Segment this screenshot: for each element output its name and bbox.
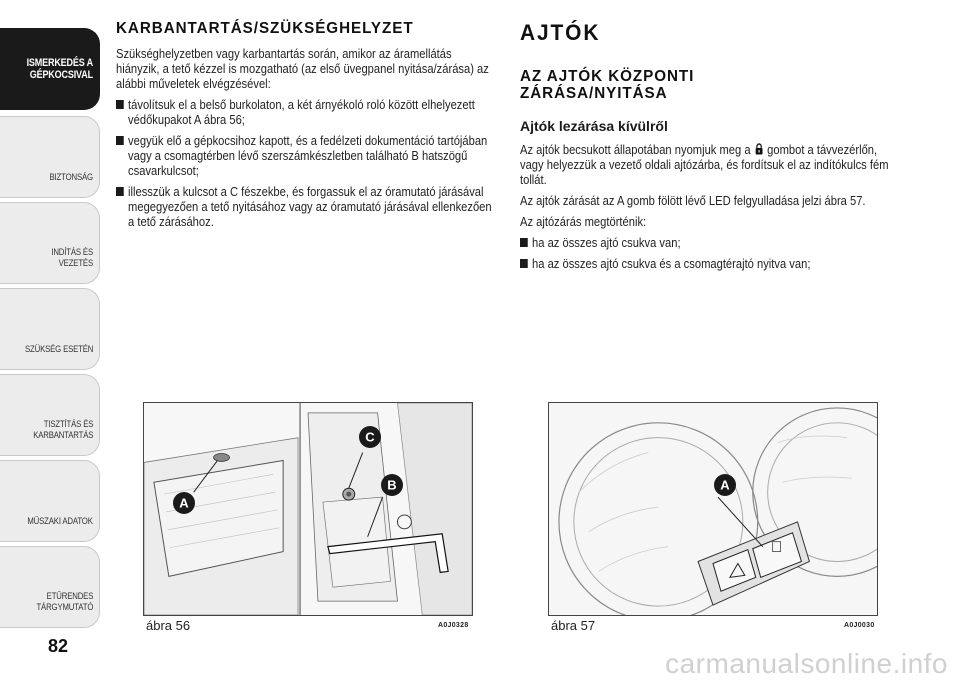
intro-paragraph: Szükséghelyzetben vagy karbantartás során, amikor az áramellátás hiányzik, a tető kézzel is mozgatható (az első üvegpanel nyitása/zárása) az alábbi műveletek elvégzésével: — [116, 46, 489, 91]
paragraph-lock: Az ajtók becsukott állapotában nyomjuk meg a gombot a távvezérlőn, vagy helyezzük a vezető oldali ajtózárba, és fordítsuk el az indítókulcs fém tollát. — [520, 142, 889, 187]
list-item: ha az összes ajtó csukva van; — [520, 235, 899, 250]
bullet-square-icon — [520, 259, 528, 268]
bullet-square-icon — [116, 100, 124, 109]
section-doors — [520, 20, 900, 277]
bullet-square-icon — [116, 187, 124, 196]
svg-text:A: A — [179, 495, 189, 511]
figure-57-remote-key — [548, 402, 878, 616]
page-number: 82 — [48, 636, 69, 656]
figure-57-code: A0J0030 — [844, 622, 875, 629]
figure-56-caption: ábra 56 — [146, 618, 191, 633]
tab-tisztitas[interactable]: TISZTÍTÁS ÉS KARBANTARTÁS — [0, 374, 100, 456]
tab-ismerkedes[interactable]: ISMERKEDÉS A GÉPKOCSIVAL — [0, 28, 100, 110]
bullet-square-icon — [520, 238, 528, 247]
paragraph-led: Az ajtók zárását az A gomb fölött lévő LED felgyulladása jelzi ábra 57. — [520, 193, 866, 208]
svg-text:B: B — [387, 477, 397, 493]
callout-a — [172, 491, 196, 515]
callout-b — [380, 473, 404, 497]
callout-c — [358, 425, 382, 449]
svg-text:A: A — [720, 477, 730, 493]
tab-biztonsag[interactable]: BIZTONSÁG — [0, 116, 100, 198]
figure-56-code: A0J0328 — [438, 622, 469, 629]
tab-targymutato[interactable]: ETŰRENDES TÁRGYMUTATÓ — [0, 546, 100, 628]
list-item: távolítsuk el a belső burkolaton, a két árnyékoló roló között elhelyezett védőkupakot A ábra 56; — [116, 97, 495, 127]
tab-muszaki[interactable]: MŰSZAKI ADATOK — [0, 460, 100, 542]
tab-szukseg[interactable]: SZÜKSÉG ESETÉN — [0, 288, 100, 370]
chapter-heading: AJTÓK — [520, 20, 601, 45]
section-heading: KARBANTARTÁS/SZÜKSÉGHELYZET — [116, 20, 414, 37]
list-item: illesszük a kulcsot a C fészekbe, és forgassuk el az óramutató járásával megegyezően a tető nyitásához vagy az óramutató járásával ellenkezően a tető zárásához. — [116, 184, 495, 229]
figure-57-caption: ábra 57 — [551, 618, 596, 633]
watermark: carmanualsonline.info — [665, 648, 948, 679]
padlock-icon — [755, 143, 764, 155]
bullet-square-icon — [116, 136, 124, 145]
tab-inditas[interactable]: INDÍTÁS ÉS VEZETÉS — [0, 202, 100, 284]
figure-56-sunroof — [143, 402, 473, 616]
section-title: Ajtók lezárása kívülről — [520, 118, 668, 134]
paragraph-conditions: Az ajtózárás megtörténik: — [520, 214, 647, 229]
list-item: vegyük elő a gépkocsihoz kapott, és a fedélzeti dokumentáció tartójában vagy a csomagtérben lévő szerszámkészletben található B hatszögű csavarkulcsot; — [116, 133, 495, 178]
callout-a — [713, 473, 737, 497]
list-item: ha az összes ajtó csukva és a csomagtérajtó nyitva van; — [520, 256, 899, 271]
svg-text:C: C — [365, 429, 375, 445]
section-maintenance — [116, 20, 496, 235]
subsection-heading: AZ AJTÓK KÖZPONTI ZÁRÁSA/NYITÁSA — [520, 68, 695, 102]
